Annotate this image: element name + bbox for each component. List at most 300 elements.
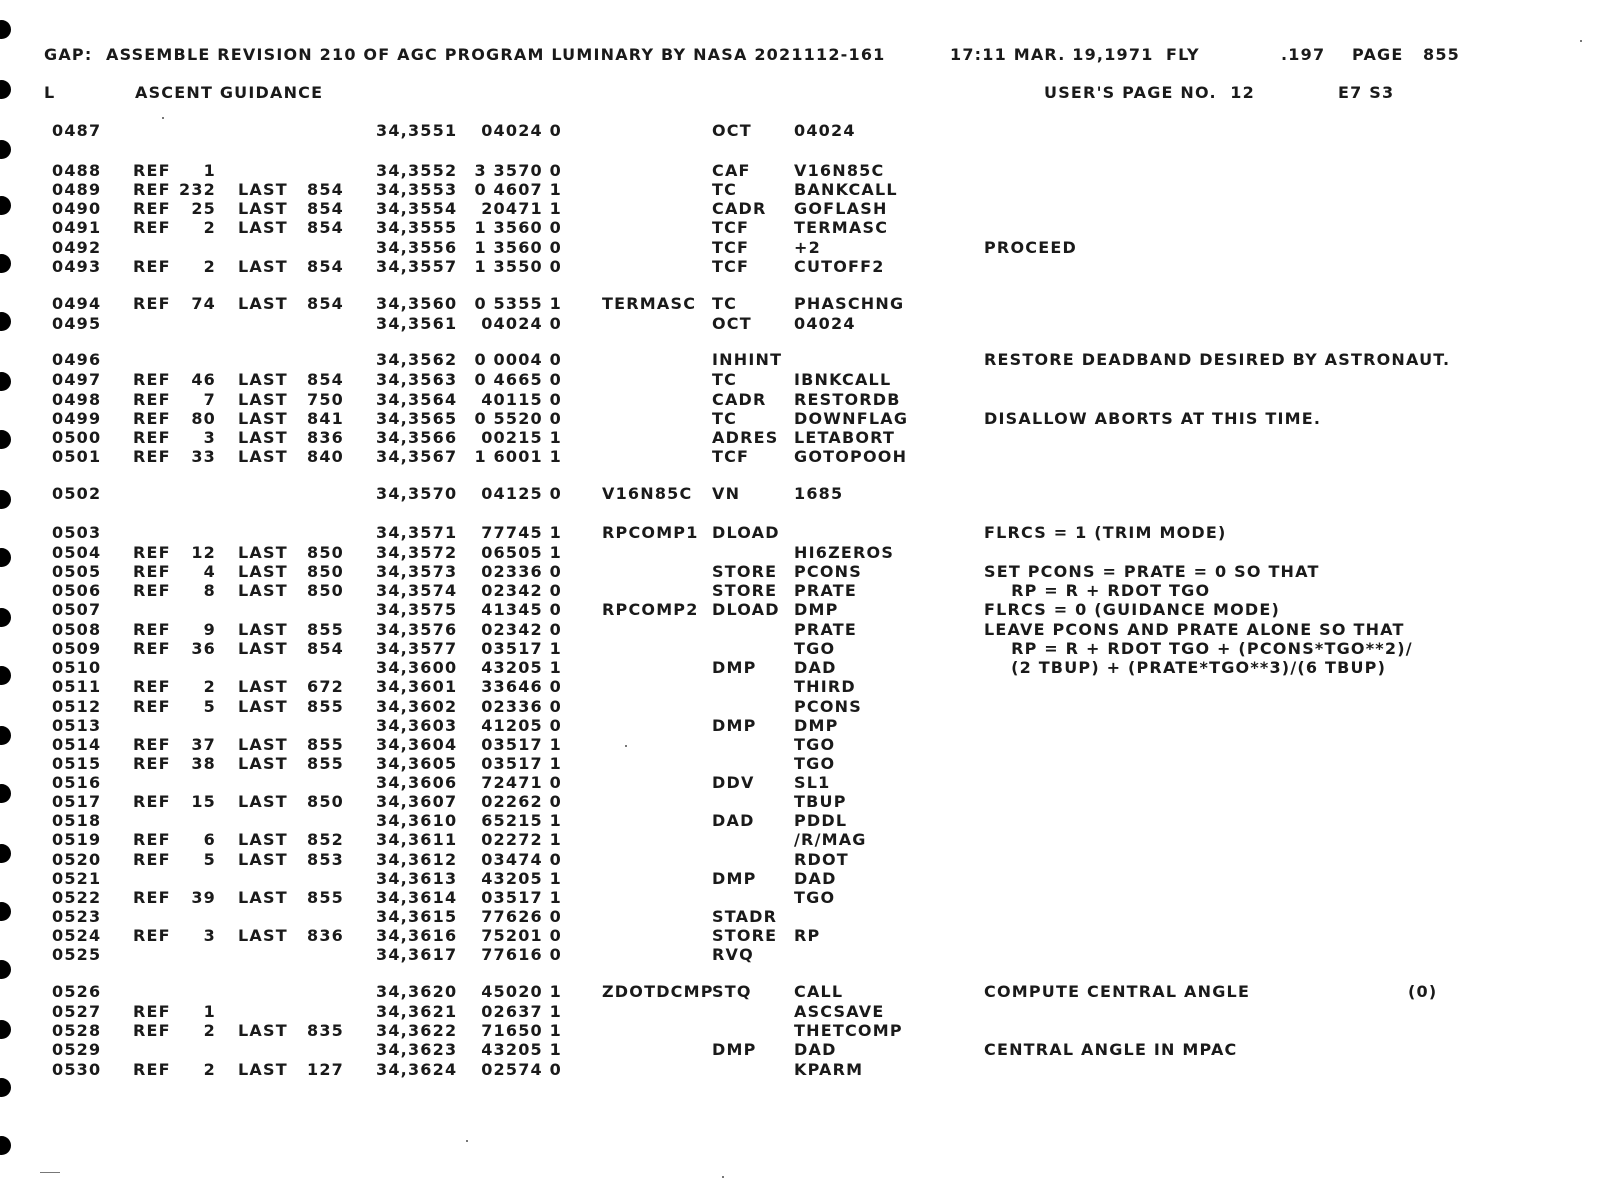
line-number: 0492	[52, 238, 102, 257]
line-number: 0503	[52, 523, 102, 542]
speck	[722, 1176, 724, 1178]
octal-word: 43205 1	[481, 1040, 562, 1059]
last-keyword: LAST	[238, 1060, 288, 1079]
line-number: 0504	[52, 543, 102, 562]
line-number: 0524	[52, 926, 102, 945]
header-l: L	[44, 83, 56, 102]
operand: DAD	[794, 658, 837, 677]
header-date: 17:11 MAR. 19,1971	[950, 45, 1154, 64]
line-number: 0500	[52, 428, 102, 447]
line-number: 0518	[52, 811, 102, 830]
last-page: 854	[307, 294, 344, 313]
address: 34,3567	[376, 447, 458, 466]
listing-row	[0, 447, 1617, 467]
line-number: 0493	[52, 257, 102, 276]
opcode: STORE	[712, 926, 778, 945]
last-page: 854	[307, 218, 344, 237]
operand: LETABORT	[794, 428, 896, 447]
line-number: 0499	[52, 409, 102, 428]
address: 34,3604	[376, 735, 458, 754]
octal-word: 0 0004 0	[474, 350, 562, 369]
symbol-label: ZDOTDCMP	[602, 982, 714, 1001]
comment: FLRCS = 1 (TRIM MODE)	[984, 523, 1227, 542]
operand: V16N85C	[794, 161, 885, 180]
last-page: 852	[307, 830, 344, 849]
last-page: 850	[307, 562, 344, 581]
opcode: TC	[712, 370, 738, 389]
last-keyword: LAST	[238, 218, 288, 237]
ref-count: 80	[191, 409, 216, 428]
ref-keyword: REF	[133, 562, 171, 581]
opcode: CAF	[712, 161, 751, 180]
listing-row	[0, 792, 1617, 812]
octal-word: 33646 0	[481, 677, 562, 696]
line-number: 0510	[52, 658, 102, 677]
address: 34,3620	[376, 982, 458, 1001]
octal-word: 02637 1	[481, 1002, 562, 1021]
listing-row	[0, 294, 1617, 314]
ref-count: 2	[203, 1021, 216, 1040]
opcode: TC	[712, 409, 738, 428]
ref-count: 74	[191, 294, 216, 313]
last-page: 853	[307, 850, 344, 869]
listing-row	[0, 121, 1617, 141]
address: 34,3552	[376, 161, 458, 180]
ref-count: 7	[203, 390, 216, 409]
octal-word: 02272 1	[481, 830, 562, 849]
octal-word: 0 4665 0	[474, 370, 562, 389]
ref-count: 38	[191, 754, 216, 773]
speck	[162, 117, 164, 119]
octal-word: 45020 1	[481, 982, 562, 1001]
address: 34,3560	[376, 294, 458, 313]
speck	[466, 1140, 468, 1142]
operand: GOTOPOOH	[794, 447, 908, 466]
line-number: 0494	[52, 294, 102, 313]
listing-row	[0, 1002, 1617, 1022]
line-number: 0506	[52, 581, 102, 600]
last-keyword: LAST	[238, 735, 288, 754]
punch-hole	[0, 80, 11, 99]
ref-keyword: REF	[133, 1002, 171, 1021]
last-page: 855	[307, 735, 344, 754]
ref-keyword: REF	[133, 581, 171, 600]
octal-word: 02336 0	[481, 562, 562, 581]
line-number: 0501	[52, 447, 102, 466]
listing-row	[0, 600, 1617, 620]
line-number: 0511	[52, 677, 102, 696]
last-page: 835	[307, 1021, 344, 1040]
ref-count: 25	[191, 199, 216, 218]
octal-word: 02262 0	[481, 792, 562, 811]
listing-row	[0, 830, 1617, 850]
octal-word: 03517 1	[481, 735, 562, 754]
address: 34,3574	[376, 581, 458, 600]
address: 34,3617	[376, 945, 458, 964]
opcode: DAD	[712, 811, 755, 830]
opcode: CADR	[712, 390, 767, 409]
symbol-label: V16N85C	[602, 484, 693, 503]
header-page-label: PAGE	[1352, 45, 1404, 64]
ref-count: 5	[203, 697, 216, 716]
ref-keyword: REF	[133, 792, 171, 811]
last-keyword: LAST	[238, 581, 288, 600]
operand: 04024	[794, 121, 856, 140]
last-page: 850	[307, 792, 344, 811]
line-number: 0490	[52, 199, 102, 218]
line-number: 0515	[52, 754, 102, 773]
address: 34,3624	[376, 1060, 458, 1079]
line-number: 0528	[52, 1021, 102, 1040]
address: 34,3614	[376, 888, 458, 907]
ref-count: 37	[191, 735, 216, 754]
address: 34,3611	[376, 830, 458, 849]
line-number: 0520	[52, 850, 102, 869]
octal-word: 04125 0	[481, 484, 562, 503]
comment: RP = R + RDOT TGO	[984, 581, 1211, 600]
last-page: 855	[307, 697, 344, 716]
last-keyword: LAST	[238, 792, 288, 811]
opcode: TC	[712, 294, 738, 313]
ref-keyword: REF	[133, 620, 171, 639]
address: 34,3576	[376, 620, 458, 639]
octal-word: 02336 0	[481, 697, 562, 716]
octal-word: 0 5355 1	[474, 294, 562, 313]
ref-keyword: REF	[133, 1021, 171, 1040]
operand: HI6ZEROS	[794, 543, 895, 562]
address: 34,3573	[376, 562, 458, 581]
line-number: 0502	[52, 484, 102, 503]
operand: 04024	[794, 314, 856, 333]
line-number: 0514	[52, 735, 102, 754]
opcode: DLOAD	[712, 523, 780, 542]
line-number: 0495	[52, 314, 102, 333]
line-number: 0487	[52, 121, 102, 140]
ref-count: 39	[191, 888, 216, 907]
last-keyword: LAST	[238, 180, 288, 199]
operand: CUTOFF2	[794, 257, 885, 276]
octal-word: 77616 0	[481, 945, 562, 964]
line-number: 0505	[52, 562, 102, 581]
address: 34,3601	[376, 677, 458, 696]
address: 34,3600	[376, 658, 458, 677]
opcode: STORE	[712, 562, 778, 581]
listing-row	[0, 1060, 1617, 1080]
last-page: 854	[307, 370, 344, 389]
last-keyword: LAST	[238, 639, 288, 658]
listing-row	[0, 257, 1617, 277]
octal-word: 43205 1	[481, 869, 562, 888]
last-page: 850	[307, 543, 344, 562]
last-keyword: LAST	[238, 830, 288, 849]
octal-word: 43205 1	[481, 658, 562, 677]
ref-keyword: REF	[133, 639, 171, 658]
listing-row	[0, 428, 1617, 448]
comment: PROCEED	[984, 238, 1077, 257]
octal-word: 06505 1	[481, 543, 562, 562]
octal-word: 41345 0	[481, 600, 562, 619]
last-keyword: LAST	[238, 562, 288, 581]
octal-word: 04024 0	[481, 121, 562, 140]
comment: RESTORE DEADBAND DESIRED BY ASTRONAUT.	[984, 350, 1451, 369]
ref-count: 9	[203, 620, 216, 639]
last-keyword: LAST	[238, 1021, 288, 1040]
octal-word: 0 5520 0	[474, 409, 562, 428]
listing-row	[0, 907, 1617, 927]
ref-count: 2	[203, 257, 216, 276]
address: 34,3551	[376, 121, 458, 140]
octal-word: 03517 1	[481, 639, 562, 658]
ref-count: 3	[203, 428, 216, 447]
symbol-label: RPCOMP2	[602, 600, 699, 619]
opcode: TCF	[712, 238, 750, 257]
ref-keyword: REF	[133, 447, 171, 466]
last-keyword: LAST	[238, 850, 288, 869]
opcode: STADR	[712, 907, 778, 926]
opcode: STORE	[712, 581, 778, 600]
address: 34,3571	[376, 523, 458, 542]
line-number: 0526	[52, 982, 102, 1001]
line-number: 0497	[52, 370, 102, 389]
octal-word: 72471 0	[481, 773, 562, 792]
address: 34,3556	[376, 238, 458, 257]
opcode: TCF	[712, 257, 750, 276]
ref-keyword: REF	[133, 199, 171, 218]
ref-keyword: REF	[133, 850, 171, 869]
address: 34,3563	[376, 370, 458, 389]
last-keyword: LAST	[238, 754, 288, 773]
octal-word: 02574 0	[481, 1060, 562, 1079]
last-keyword: LAST	[238, 428, 288, 447]
opcode: DMP	[712, 716, 757, 735]
listing-row	[0, 350, 1617, 370]
line-number: 0525	[52, 945, 102, 964]
ref-keyword: REF	[133, 257, 171, 276]
speck	[1580, 40, 1582, 42]
ref-count: 15	[191, 792, 216, 811]
last-page: 672	[307, 677, 344, 696]
ref-keyword: REF	[133, 830, 171, 849]
address: 34,3602	[376, 697, 458, 716]
listing-row	[0, 1040, 1617, 1060]
listing-row	[0, 926, 1617, 946]
operand: TERMASC	[794, 218, 889, 237]
line-number: 0509	[52, 639, 102, 658]
operand: PCONS	[794, 697, 862, 716]
last-page: 854	[307, 257, 344, 276]
last-keyword: LAST	[238, 620, 288, 639]
ref-keyword: REF	[133, 888, 171, 907]
opcode: CADR	[712, 199, 767, 218]
ref-count: 1	[203, 1002, 216, 1021]
address: 34,3613	[376, 869, 458, 888]
listing-row	[0, 370, 1617, 390]
last-keyword: LAST	[238, 257, 288, 276]
operand: GOFLASH	[794, 199, 888, 218]
section-title: ASCENT GUIDANCE	[135, 83, 324, 102]
ref-keyword: REF	[133, 180, 171, 199]
listing-row	[0, 238, 1617, 258]
address: 34,3606	[376, 773, 458, 792]
line-number: 0513	[52, 716, 102, 735]
ref-count: 3	[203, 926, 216, 945]
octal-word: 77626 0	[481, 907, 562, 926]
octal-word: 00215 1	[481, 428, 562, 447]
operand: SL1	[794, 773, 831, 792]
last-page: 836	[307, 926, 344, 945]
octal-word: 1 3550 0	[474, 257, 562, 276]
last-page: 750	[307, 390, 344, 409]
last-keyword: LAST	[238, 926, 288, 945]
listing-row	[0, 658, 1617, 678]
operand: THETCOMP	[794, 1021, 903, 1040]
operand: RP	[794, 926, 821, 945]
octal-word: 03517 1	[481, 888, 562, 907]
header-mode: FLY	[1166, 45, 1200, 64]
address: 34,3616	[376, 926, 458, 945]
address: 34,3566	[376, 428, 458, 447]
ref-count: 2	[203, 1060, 216, 1079]
opcode: ADRES	[712, 428, 779, 447]
last-keyword: LAST	[238, 543, 288, 562]
listing-row	[0, 850, 1617, 870]
octal-word: 3 3570 0	[474, 161, 562, 180]
last-page: 854	[307, 639, 344, 658]
last-page: 840	[307, 447, 344, 466]
comment: FLRCS = 0 (GUIDANCE MODE)	[984, 600, 1280, 619]
line-number: 0522	[52, 888, 102, 907]
operand: TGO	[794, 735, 836, 754]
last-page: 850	[307, 581, 344, 600]
listing-row	[0, 199, 1617, 219]
operand: RESTORDB	[794, 390, 901, 409]
operand: CALL	[794, 982, 844, 1001]
header-assembly-info: GAP: ASSEMBLE REVISION 210 OF AGC PROGRAM LUMINARY BY NASA 2021112-161	[44, 45, 886, 64]
address: 34,3615	[376, 907, 458, 926]
operand: PRATE	[794, 581, 858, 600]
listing-row	[0, 811, 1617, 831]
address: 34,3562	[376, 350, 458, 369]
opcode: VN	[712, 484, 741, 503]
address: 34,3622	[376, 1021, 458, 1040]
listing-row	[0, 773, 1617, 793]
ref-count: 8	[203, 581, 216, 600]
last-keyword: LAST	[238, 199, 288, 218]
listing-row	[0, 409, 1617, 429]
octal-word: 02342 0	[481, 620, 562, 639]
octal-word: 71650 1	[481, 1021, 562, 1040]
operand: PRATE	[794, 620, 858, 639]
operand: RDOT	[794, 850, 849, 869]
punch-hole	[0, 140, 11, 159]
operand: DAD	[794, 1040, 837, 1059]
octal-word: 75201 0	[481, 926, 562, 945]
operand: +2	[794, 238, 821, 257]
listing-row	[0, 982, 1617, 1002]
operand: 1685	[794, 484, 844, 503]
ref-keyword: REF	[133, 161, 171, 180]
ref-keyword: REF	[133, 754, 171, 773]
operand: TGO	[794, 639, 836, 658]
ref-count: 2	[203, 218, 216, 237]
address: 34,3623	[376, 1040, 458, 1059]
comment: SET PCONS = PRATE = 0 SO THAT	[984, 562, 1320, 581]
header-number: .197	[1281, 45, 1326, 64]
operand: DMP	[794, 600, 839, 619]
last-page: 854	[307, 180, 344, 199]
speck	[625, 745, 627, 747]
comment: RP = R + RDOT TGO + (PCONS*TGO**2)/	[984, 639, 1413, 658]
line-number: 0508	[52, 620, 102, 639]
line-number: 0519	[52, 830, 102, 849]
line-number: 0521	[52, 869, 102, 888]
ref-count: 6	[203, 830, 216, 849]
listing-row	[0, 1021, 1617, 1041]
listing-row	[0, 620, 1617, 640]
last-keyword: LAST	[238, 294, 288, 313]
opcode: DLOAD	[712, 600, 780, 619]
header-code: E7 S3	[1338, 83, 1395, 102]
last-page: 841	[307, 409, 344, 428]
line-number: 0498	[52, 390, 102, 409]
octal-word: 02342 0	[481, 581, 562, 600]
comment: COMPUTE CENTRAL ANGLE	[984, 982, 1251, 1001]
line-number: 0527	[52, 1002, 102, 1021]
opcode: TCF	[712, 218, 750, 237]
punch-hole	[0, 20, 11, 39]
last-page: 855	[307, 888, 344, 907]
opcode: DMP	[712, 1040, 757, 1059]
address: 34,3554	[376, 199, 458, 218]
opcode: INHINT	[712, 350, 783, 369]
listing-row	[0, 180, 1617, 200]
comment-page-ref: (0)	[1408, 982, 1438, 1001]
last-keyword: LAST	[238, 447, 288, 466]
operand: KPARM	[794, 1060, 864, 1079]
punch-hole	[0, 1136, 11, 1155]
opcode: OCT	[712, 121, 752, 140]
octal-word: 65215 1	[481, 811, 562, 830]
speck	[40, 1172, 60, 1173]
octal-word: 1 3560 0	[474, 238, 562, 257]
line-number: 0489	[52, 180, 102, 199]
last-page: 836	[307, 428, 344, 447]
ref-count: 2	[203, 677, 216, 696]
listing-row	[0, 697, 1617, 717]
line-number: 0512	[52, 697, 102, 716]
ref-count: 12	[191, 543, 216, 562]
listing-row	[0, 523, 1617, 543]
listing-row	[0, 218, 1617, 238]
listing-row	[0, 161, 1617, 181]
comment: CENTRAL ANGLE IN MPAC	[984, 1040, 1238, 1059]
listing-row	[0, 390, 1617, 410]
listing-row	[0, 639, 1617, 659]
operand: DOWNFLAG	[794, 409, 909, 428]
line-number: 0516	[52, 773, 102, 792]
comment: (2 TBUP) + (PRATE*TGO**3)/(6 TBUP)	[984, 658, 1387, 677]
address: 34,3570	[376, 484, 458, 503]
opcode: DMP	[712, 658, 757, 677]
ref-keyword: REF	[133, 428, 171, 447]
operand: TGO	[794, 888, 836, 907]
ref-keyword: REF	[133, 697, 171, 716]
last-keyword: LAST	[238, 390, 288, 409]
octal-word: 20471 1	[481, 199, 562, 218]
listing-row	[0, 754, 1617, 774]
address: 34,3555	[376, 218, 458, 237]
octal-word: 41205 0	[481, 716, 562, 735]
